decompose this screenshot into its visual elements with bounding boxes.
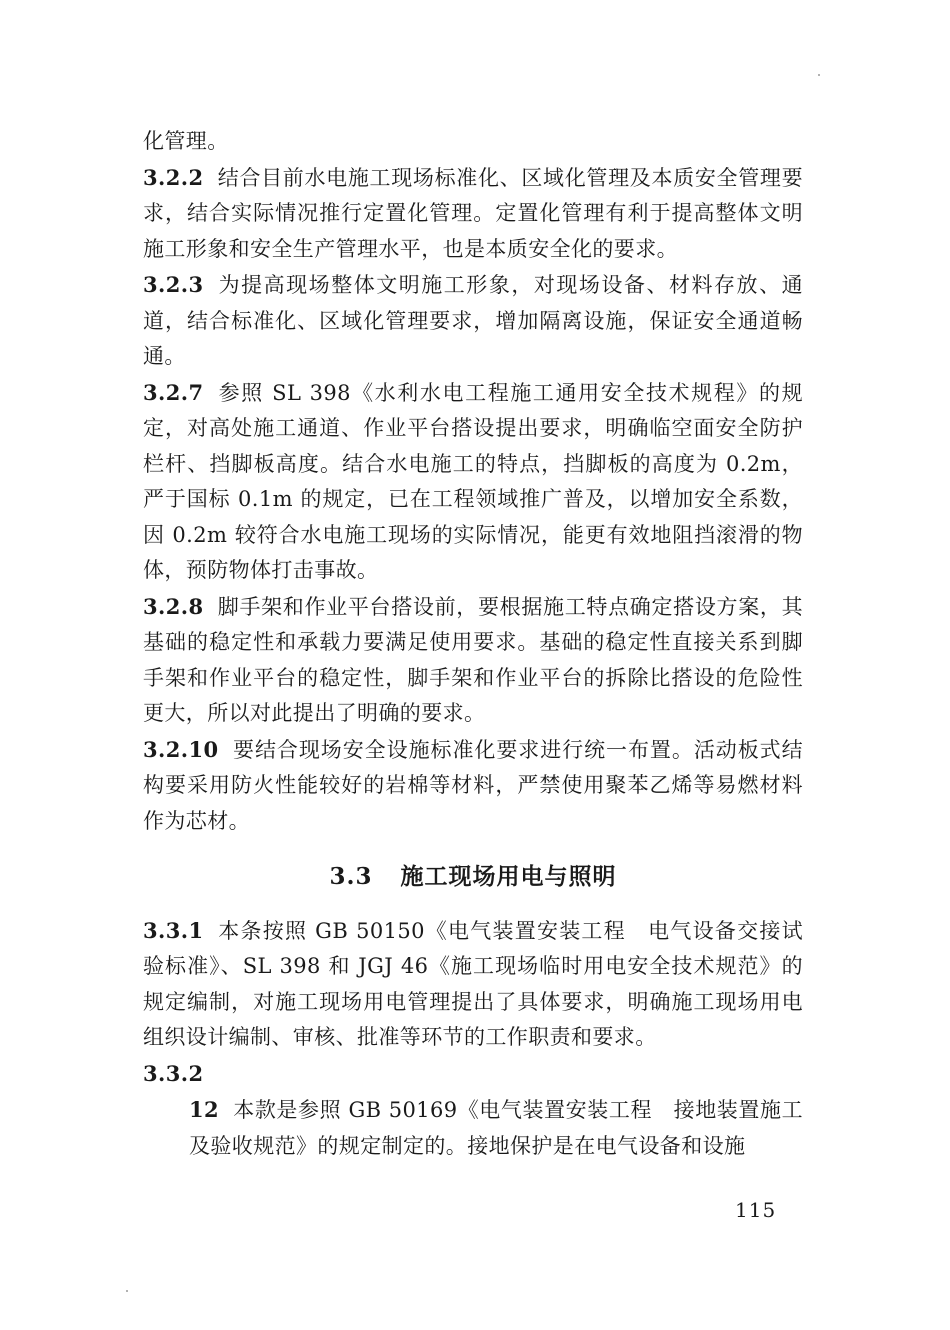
body-text <box>143 124 803 1164</box>
clause-text: 脚手架和作业平台搭设前，要根据施工特点确定搭设方案，其基础的稳定性和承载力要满足使用要求。基础的稳定性直接关系到脚手架和作业平台的稳定性，脚手架和作业平台的拆除比搭设的危险性更大，所以对此提出了明确的要求。 <box>143 594 803 725</box>
clause-paragraph <box>143 913 803 1056</box>
clause-paragraph <box>143 160 803 268</box>
section-heading <box>143 859 803 895</box>
scan-speck <box>126 1290 128 1292</box>
clause-number: 3.3.2 <box>143 1060 204 1086</box>
section-number: 3.3 <box>329 863 373 890</box>
clause-number: 3.2.7 <box>143 379 204 405</box>
clause-number: 3.2.10 <box>143 736 219 762</box>
clause-text: 为提高现场整体文明施工形象，对现场设备、材料存放、通道，结合标准化、区域化管理要求，增加隔离设施，保证安全通道畅通。 <box>143 273 803 368</box>
clause-paragraph <box>143 732 803 840</box>
clause-text: 本条按照 GB 50150《电气装置安装工程 电气设备交接试验标准》、SL 398 和 JGJ 46《施工现场临时用电安全技术规范》的规定编制，对施工现场用电管理提出了具体要求，明确施工现场用电组织设计编制、审核、批准等环节的工作职责和要求。 <box>143 918 803 1049</box>
clause-number: 3.2.2 <box>143 164 204 190</box>
item-number: 12 <box>189 1097 220 1122</box>
page-number: 115 <box>735 1198 777 1222</box>
item-paragraph <box>143 1092 803 1164</box>
clause-number: 3.3.1 <box>143 917 204 943</box>
item-text: 本款是参照 GB 50169《电气装置安装工程 接地装置施工及验收规范》的规定制定的。接地保护是在电气设备和设施 <box>189 1098 803 1158</box>
clause-text: 结合目前水电施工现场标准化、区域化管理及本质安全管理要求，结合实际情况推行定置化管理。定置化管理有利于提高整体文明施工形象和安全生产管理水平，也是本质安全化的要求。 <box>143 165 803 261</box>
clause-paragraph <box>143 267 803 375</box>
clause-number: 3.2.8 <box>143 593 204 619</box>
scan-speck <box>818 74 820 76</box>
clause-paragraph <box>143 375 803 589</box>
clause-paragraph <box>143 589 803 732</box>
paragraph: 化管理。 <box>143 129 229 153</box>
clause-paragraph <box>143 1056 803 1093</box>
clause-text: 参照 SL 398《水利水电工程施工通用安全技术规程》的规定，对高处施工通道、作业平台搭设提出要求，明确临空面安全防护栏杆、挡脚板高度。结合水电施工的特点，挡脚板的高度为 0.2m，严于国标 0.1m 的规定，已在工程领域推广普及，以增加安全系数，因 0.2m 较符合水电施工现场的实际情况，能更有效地阻挡滚滑的物体，预防物体打击事故。 <box>143 380 803 582</box>
clause-text: 要结合现场安全设施标准化要求进行统一布置。活动板式结构要采用防火性能较好的岩棉等材料，严禁使用聚苯乙烯等易燃材料作为芯材。 <box>143 737 803 833</box>
clause-number: 3.2.3 <box>143 272 204 297</box>
section-title: 施工现场用电与照明 <box>400 863 617 890</box>
